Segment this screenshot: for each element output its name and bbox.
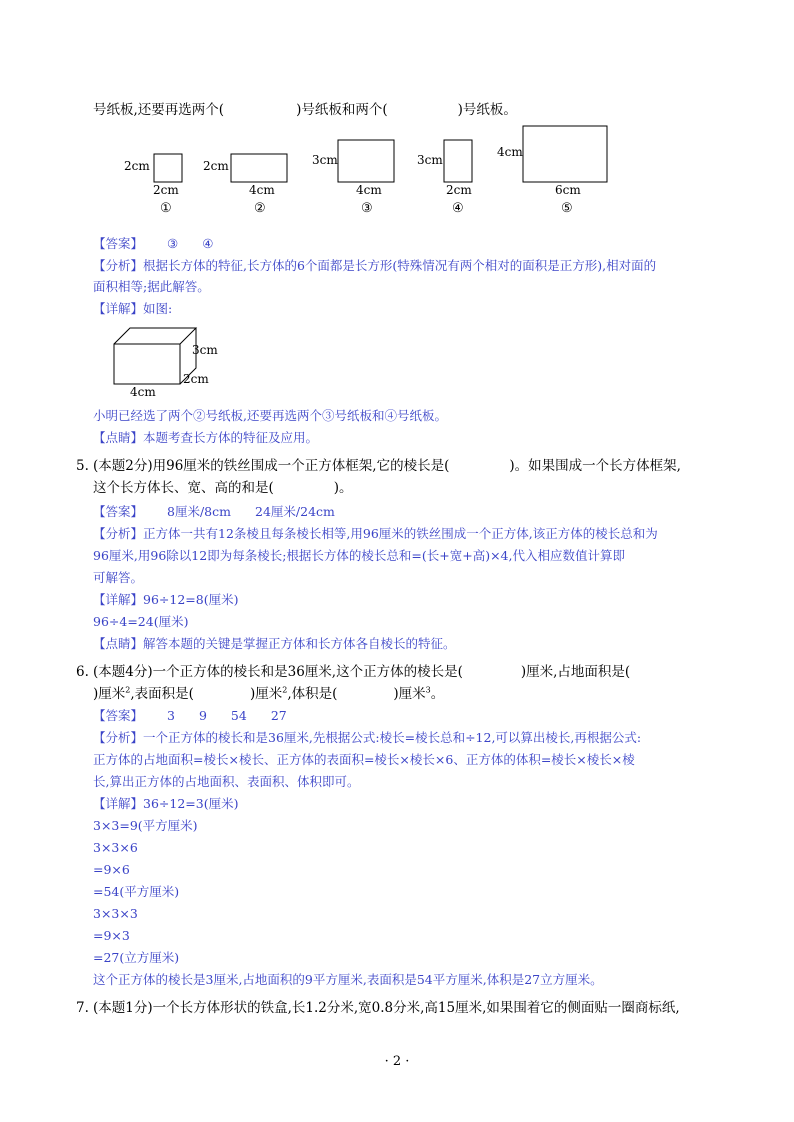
q6-analysis-line-3: 长,算出正方体的占地面积、表面积、体积即可。 xyxy=(93,774,360,789)
figure-1 xyxy=(124,154,182,216)
figure-4 xyxy=(417,140,472,216)
cuboid-width-label: 4cm xyxy=(130,385,156,399)
q6-detail-line: =9×3 xyxy=(93,928,130,943)
q6-detail-line: =9×6 xyxy=(93,862,130,877)
q4-comment: 【点睛】本题考查长方体的特征及应用。 xyxy=(93,430,319,445)
q5-analysis-line-2: 96厘米,用96除以12即为每条棱长;根据长方体的棱长总和=(长+宽+高)×4,代入相应数值计算即 xyxy=(93,548,625,563)
figure-4-number: ④ xyxy=(452,201,464,216)
q5-text-4: )。 xyxy=(333,480,353,496)
figure-3-left-label: 3cm xyxy=(312,153,338,167)
q5-detail-line-2: 96÷4=24(厘米) xyxy=(93,614,189,629)
q5-comment: 【点睛】解答本题的关键是掌握正方体和长方体各自棱长的特征。 xyxy=(93,636,456,651)
q5-question-line-2 xyxy=(93,478,353,498)
figure-4-left-label: 3cm xyxy=(417,153,443,167)
q4-detail-text: 小明已经选了两个②号纸板,还要再选两个③号纸板和④号纸板。 xyxy=(93,408,447,423)
q6-conclusion: 这个正方体的棱长是3厘米,占地面积的9平方厘米,表面积是54平方厘米,体积是27立方厘米。 xyxy=(93,972,603,987)
q7-question-line-1: (本题1分)一个长方体形状的铁盒,长1.2分米,宽0.8分米,高15厘米,如果围着它的侧面贴一圈商标纸, xyxy=(93,1000,680,1016)
superscript: 2 xyxy=(125,685,131,695)
figure-2-number: ② xyxy=(254,201,266,216)
q6-detail-line: =54(平方厘米) xyxy=(93,884,180,899)
answer-value: 9 xyxy=(198,708,207,723)
q6-text-8: 。 xyxy=(430,686,445,702)
q5-question-line-1 xyxy=(93,456,681,476)
figure-1-number: ① xyxy=(160,201,172,216)
superscript: 3 xyxy=(425,685,431,695)
figure-2-bottom-label: 4cm xyxy=(249,183,275,197)
q6-question-line-2 xyxy=(93,684,444,704)
q6-answer xyxy=(93,706,287,726)
figure-3 xyxy=(312,140,394,216)
figure-3-bottom-label: 4cm xyxy=(356,183,382,197)
q4-text-2: )号纸板和两个( xyxy=(296,102,388,118)
q5-text-2: )。如果围成一个长方体框架, xyxy=(509,458,681,474)
q6-detail-line: 3×3=9(平方厘米) xyxy=(93,818,198,833)
q6-text-1: (本题4分)一个正方体的棱长和是36厘米,这个正方体的棱长是( xyxy=(93,664,463,680)
q6-question-line-1 xyxy=(93,662,630,682)
figure-5-left-label: 4cm xyxy=(497,145,523,159)
figure-1-left-label: 2cm xyxy=(124,159,150,173)
q6-text-3: )厘米 xyxy=(93,686,126,702)
q5-number: 5. xyxy=(76,458,89,474)
q4-text-1: 号纸板,还要再选两个( xyxy=(93,102,225,118)
q6-detail-line: =27(立方厘米) xyxy=(93,950,180,965)
q6-text-7: )厘米 xyxy=(393,686,426,702)
q5-detail-line-1: 【详解】96÷12=8(厘米) xyxy=(93,592,239,607)
figure-2-left-label: 2cm xyxy=(203,159,229,173)
answer-value: ④ xyxy=(202,236,214,251)
answer-value: 54 xyxy=(230,708,247,723)
paperboard-figures xyxy=(0,118,794,218)
answer-tag: 【答案】 xyxy=(93,504,144,519)
answer-value: 27 xyxy=(270,708,287,723)
q4-analysis-line-2: 面积相等;据此解答。 xyxy=(93,279,210,294)
q5-analysis-line-1: 【分析】正方体一共有12条棱且每条棱长相等,用96厘米的铁丝围成一个正方体,该正方体的棱长总和为 xyxy=(93,526,658,541)
q5-text-3: 这个长方体长、宽、高的和是( xyxy=(93,480,274,496)
q7-number: 7. xyxy=(76,1000,89,1016)
figure-3-number: ③ xyxy=(361,201,373,216)
answer-value: 8厘米/8cm xyxy=(167,504,231,519)
q6-detail-line: 【详解】36÷12=3(厘米) xyxy=(93,796,239,811)
q5-text-1: (本题2分)用96厘米的铁丝围成一个正方体框架,它的棱长是( xyxy=(93,458,450,474)
q4-text-3: )号纸板。 xyxy=(457,102,517,118)
q6-number: 6. xyxy=(76,664,89,680)
q6-text-6: ,体积是( xyxy=(287,686,338,702)
figure-4-bottom-label: 2cm xyxy=(446,183,472,197)
answer-tag: 【答案】 xyxy=(93,708,144,723)
q6-analysis-line-1: 【分析】一个正方体的棱长和是36厘米,先根据公式:棱长=棱长总和÷12,可以算出棱长,再根据公式: xyxy=(93,730,642,745)
cuboid-depth-label: 2cm xyxy=(183,372,209,386)
answer-value: ③ xyxy=(167,236,179,251)
figure-1-bottom-label: 2cm xyxy=(153,183,179,197)
page-number: · 2 · xyxy=(384,1054,410,1069)
q4-question-line xyxy=(93,100,517,120)
figure-2 xyxy=(203,154,287,216)
q5-answer xyxy=(93,502,335,522)
cuboid-figure xyxy=(100,322,240,402)
q4-analysis-line-1: 【分析】根据长方体的特征,长方体的6个面都是长方形(特殊情况有两个相对的面积是正方形),相对面的 xyxy=(93,258,657,273)
figure-5 xyxy=(497,126,607,216)
q5-analysis-line-3: 可解答。 xyxy=(93,570,144,585)
superscript: 2 xyxy=(282,685,288,695)
figure-5-number: ⑤ xyxy=(561,201,573,216)
q6-text-2: )厘米,占地面积是( xyxy=(520,664,631,680)
answer-value: 3 xyxy=(167,708,175,723)
q6-analysis-line-2: 正方体的占地面积=棱长×棱长、正方体的表面积=棱长×棱长×6、正方体的体积=棱长×棱长×棱 xyxy=(93,752,635,767)
q6-text-5: )厘米 xyxy=(249,686,283,702)
cuboid-height-label: 3cm xyxy=(192,343,218,357)
q6-detail-line: 3×3×3 xyxy=(93,906,138,921)
figure-5-bottom-label: 6cm xyxy=(555,183,581,197)
q6-detail-line: 3×3×6 xyxy=(93,840,138,855)
q4-answer xyxy=(93,234,213,254)
answer-tag: 【答案】 xyxy=(93,236,144,251)
answer-value: 24厘米/24cm xyxy=(255,504,335,519)
q4-detail-tag: 【详解】如图: xyxy=(93,301,173,316)
q6-text-4: ,表面积是( xyxy=(130,686,194,702)
